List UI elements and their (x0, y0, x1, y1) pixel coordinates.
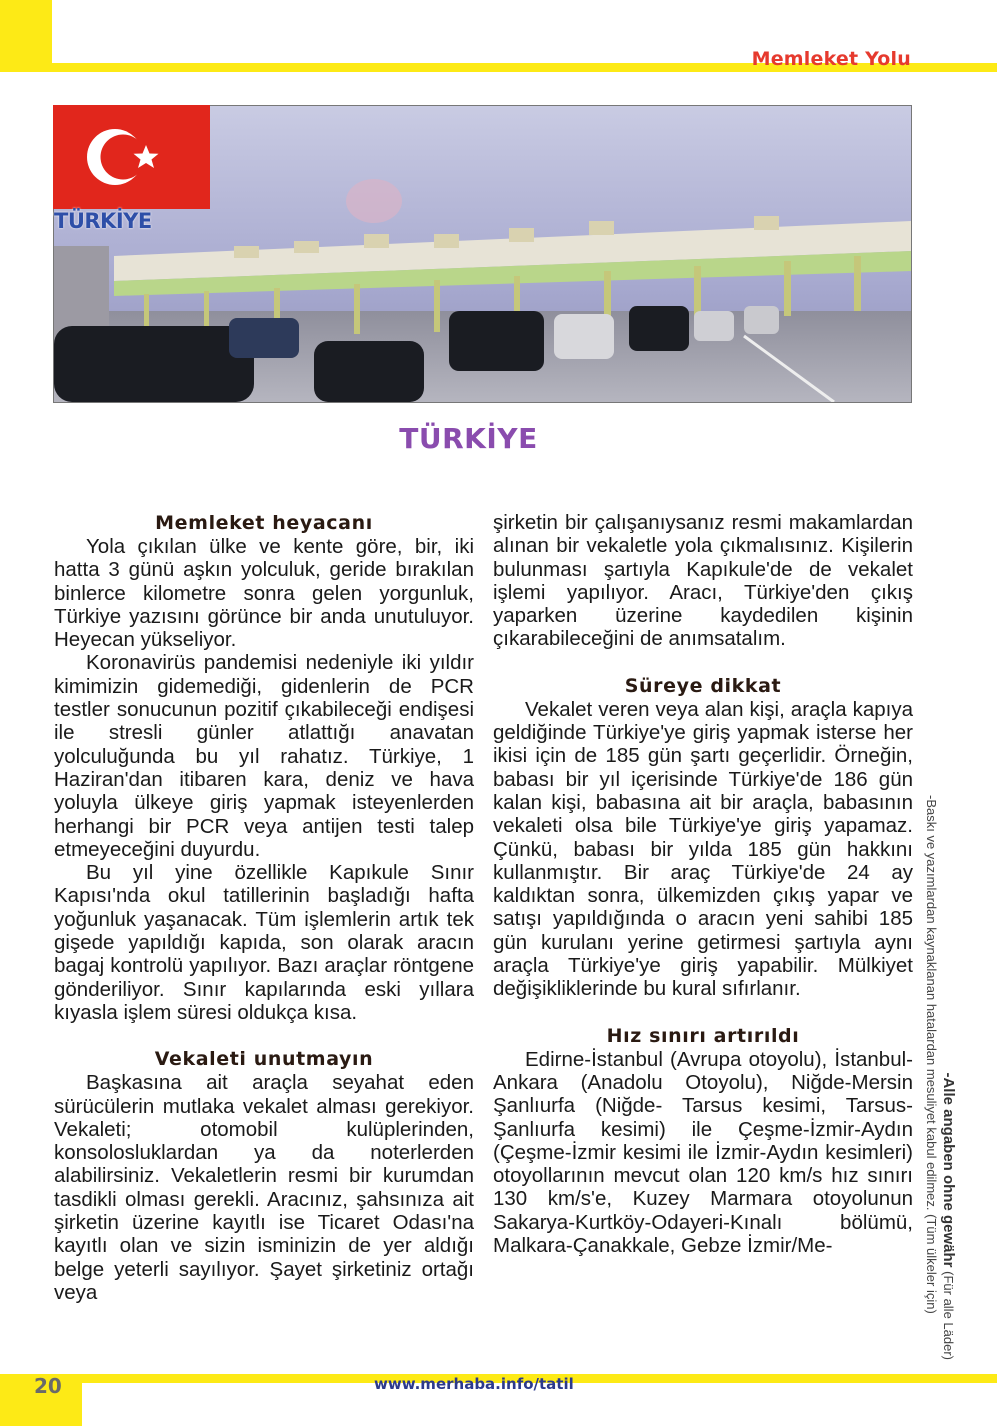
turkish-flag-icon (53, 105, 210, 209)
crescent-star-icon (53, 105, 210, 209)
paragraph-continuation: şirketin bir çalışanıysanız resmi makamlardan alınan bir vekaletle yola çıkmalısınız. Kişilerin bulunması şartıyla Kapıkule'de de vekalet işlemi yapılıyor. Aracı, Türkiye'den çıkış yaparken üzerine kaydedilen kişinin çıkarabileceğini de anımsatalım. (493, 511, 913, 651)
paragraph: Koronavirüs pandemisi nedeniyle iki yıldır kimimizin gidemediği, gidenlerin de PCR testler sonucunun pozitif çıkabileceği endişesi ile stresli günler atlattığı anavatan yolculuğunda bu yıl rahatız. Türkiye, 1 Haziran'dan itibaren kara, deniz ve hava yoluyla ülkeye giriş yapmak isteyenlerden herhangi bir PCR veya antijen testi talep etmeyeceğini duyurdu. (54, 651, 474, 861)
article-title: TÜRKİYE (399, 422, 538, 455)
section-label: Memleket Yolu (751, 48, 911, 70)
paragraph: Vekalet veren veya alan kişi, araçla kapıya geldiğinde Türkiye'ye giriş yapmak isterse her ikisi için de 185 gün şartı geçerlidir. Örneğin, babası bir yıl içerisinde Türkiye'de 186 gün kalan kişi, babasına ait bir araçla, babasının vekaleti olsa bile Türkiye'ye giriş yapamaz. Çünkü, babası bir yılda 185 gün hakkını kullanmıştır. Bir araç Türkiye'de 24 ay kaldıktan sonra, ülkemizden çıkış yapar ve satışı yapıldığında o aracın yeni sahibi 185 gün kurulanı yerine getirmesi şartıyla aynı araçla Türkiye'ye giriş yapabilir. Mülkiyet değişikliklerinde bu kural sıfırlanır. (493, 697, 913, 1001)
left-column (54, 511, 474, 1304)
flag-country-label: TÜRKİYE (54, 209, 152, 233)
disclaimer-de-bold: -Alle angaben ohne gewähr (940, 1072, 957, 1268)
cloud (346, 179, 402, 223)
disclaimer-line-tr: -Baskı ve yazımlardan kaynaklanan hatalardan mesuliyet kabul edilmez. (Tüm ülkeler için) (924, 795, 939, 1314)
section-heading: Memleket heyacanı (155, 512, 373, 534)
section-heading: Süreye dikkat (624, 674, 782, 697)
section-heading: Hız sınırı artırıldı (606, 1024, 800, 1047)
disclaimer-line-de (940, 795, 957, 1360)
paragraph: Yola çıkılan ülke ve kente göre, bir, iki hatta 3 günü aşkın yolculuk, geride bırakılan binlerce kilometre sonra gelen yorgunluk, Türkiye yazısını görünce bir anda unutuluyor. Heyecan yükseliyor. (54, 535, 474, 652)
right-column (493, 511, 913, 1257)
page-number: 20 (34, 1374, 62, 1398)
footer-url-link[interactable]: www.merhaba.info/tatil (374, 1375, 574, 1393)
paragraph: Başkasına ait araçla seyahat eden sürücülerin mutlaka vekalet alması gerekiyor. Vekaleti; otomobil kulüplerinden, konsolosluklardan ya da noterlerden alabilirsiniz. Vekaletlerin resmi bir kurumdan tasdikli olması gerekli. Aracınız, şahsınıza ait şirketin üzerine kayıtlı ise Ticaret Odası'na kayıtlı olan ve sizin isminizin de yer aldığı belge yeterli sayılıyor. Şayet şirketiniz ortağı veya (54, 1071, 474, 1304)
disclaimer-vertical (917, 795, 957, 1360)
top-left-yellow-block (0, 0, 52, 72)
paragraph: Bu yıl yine özellikle Kapıkule Sınır Kapısı'nda okul tatillerinin başladığı hafta yoğunluk yaşanacak. Tüm işlemlerin artık tek gişede yapıldığı kapıda, son olarak aracın bagaj kontrolü yapılıyor. Bazı araçlar röntgene gönderiliyor. Sınır kapılarında eski yıllara kıyasla işlem süresi oldukça kısa. (54, 861, 474, 1024)
paragraph: Edirne-İstanbul (Avrupa otoyolu), İstanbul-Ankara (Anadolu Otoyolu), Niğde-Mersin Şanlıurfa (Niğde- Tarsus kesimi, Tarsus-Şanlıurfa kesimi) ile Çeşme-İzmir-Aydın (Çeşme-İzmir kesimi ile İzmir-Aydın kesimleri) otoyollarının mevcut olan 120 km/s hız sınırı 130 km/s'e, Kuzey Marmara otoyolunun Sakarya-Kurtköy-Odayeri-Kınalı bölümü, Malkara-Çanakkale, Gebze İzmir/Me- (493, 1047, 913, 1258)
section-heading: Vekaleti unutmayın (154, 1048, 374, 1071)
disclaimer-de-rest: (Für alle Läder) (941, 1267, 956, 1360)
